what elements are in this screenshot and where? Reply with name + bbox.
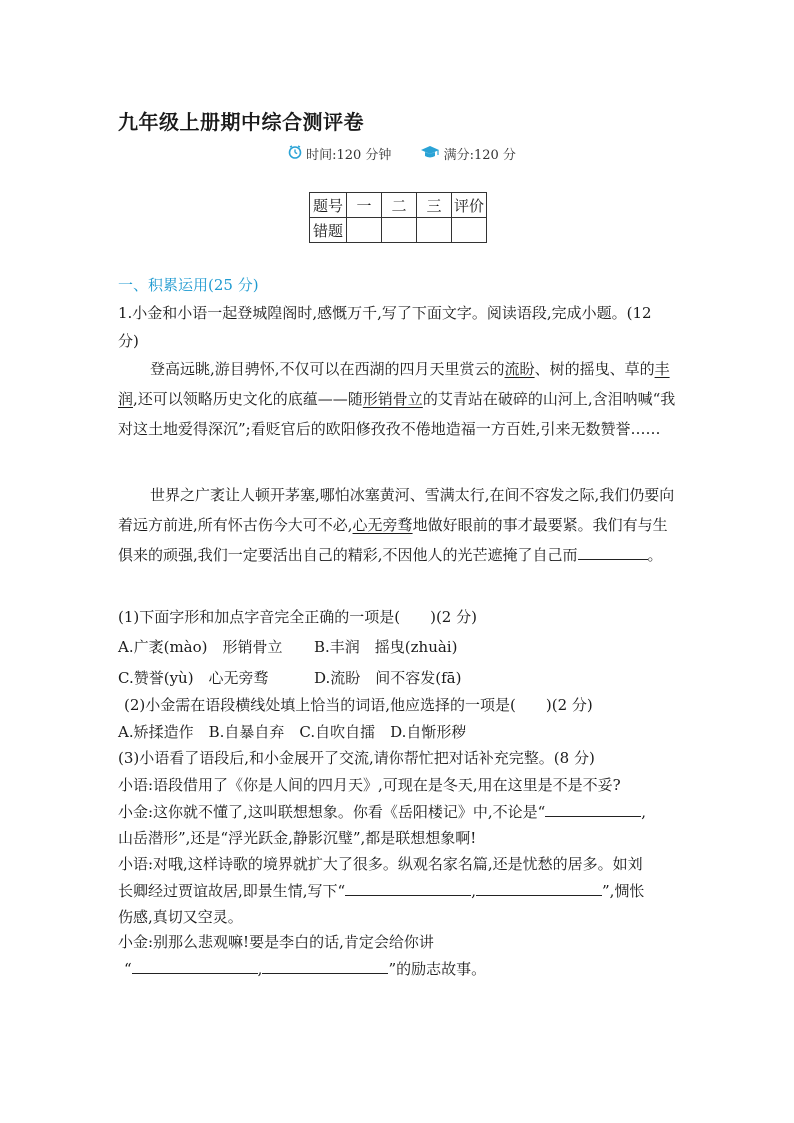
- answer-blank[interactable]: [262, 958, 388, 974]
- table-cell-empty[interactable]: [382, 218, 417, 243]
- answer-blank[interactable]: [345, 880, 471, 896]
- table-cell: 错题: [310, 218, 347, 243]
- table-row: [310, 218, 487, 243]
- answer-blank[interactable]: [578, 544, 648, 560]
- passage-paragraph-2: 世界之广袤让人顿开茅塞,哪怕冰塞黄河、雪满太行,在间不容发之际,我们仍要向着远方前进,所有怀古伤今大可不必,心无旁骛地做好眼前的事才最要紧。我们有与生俱来的顽强,我们一定要活出自己的精彩,不因他人的光芒遮掩了自己而 。: [118, 486, 675, 564]
- table-cell: 一: [347, 193, 382, 218]
- dialogue-line: 小语:语段借用了《你是人间的四月天》,可现在是冬天,用在这里是不是不妥?: [118, 776, 621, 794]
- dialogue-line: 小金:这你就不懂了,这叫联想想象。你看《岳阳楼记》中,不论是“ ,: [118, 803, 647, 821]
- answer-blank[interactable]: [545, 801, 641, 817]
- table-cell: 评价: [452, 193, 487, 218]
- graduation-cap-icon: [420, 145, 440, 163]
- exam-time: 时间:120 分钟: [306, 148, 392, 163]
- answer-blank[interactable]: [132, 958, 258, 974]
- table-cell-empty[interactable]: [452, 218, 487, 243]
- table-cell: 三: [417, 193, 452, 218]
- dialogue-line: 山岳潜形”,还是“浮光跃金,静影沉璧”,都是联想想象啊!: [118, 829, 477, 847]
- section-heading: 一、积累运用(25 分): [118, 276, 259, 294]
- dialogue-line: 小语:对哦,这样诗歌的境界就扩大了很多。纵观名家名篇,还是忧愁的居多。如刘: [118, 855, 643, 873]
- score-table: [309, 192, 487, 243]
- sub-question-3: (3)小语看了语段后,和小金展开了交流,请你帮忙把对话补充完整。(8 分): [118, 749, 595, 767]
- option-d[interactable]: D.流盼 间不容发(fā): [314, 669, 462, 687]
- option-b[interactable]: B.丰润 摇曳(zhuài): [314, 638, 458, 656]
- dialogue-line: 小金:别那么悲观嘛!要是李白的话,肯定会给你讲: [118, 933, 434, 951]
- option-c[interactable]: C.赞誉(yù) 心无旁骛: [118, 669, 269, 687]
- sub-question-1: (1)下面字形和加点字音完全正确的一项是( )(2 分): [118, 608, 477, 626]
- dialogue-line: 伤感,真切又空灵。: [118, 908, 243, 926]
- option-a[interactable]: A.广袤(mào) 形销骨立: [118, 638, 283, 656]
- dialogue-line: 长卿经过贾谊故居,即景生情,写下“ , ”,惆怅: [118, 882, 645, 900]
- table-cell: 二: [382, 193, 417, 218]
- passage-paragraph-1: 登高远眺,游目骋怀,不仅可以在西湖的四月天里赏云的流盼、树的摇曳、草的丰润,还可以领略历史文化的底蕴——随形销骨立的艾青站在破碎的山河上,含泪呐喊“我对这土地爱得深沉”;看贬官后的欧阳修孜孜不倦地造福一方百姓,引来无数赞誉……: [118, 360, 676, 438]
- question-stem: 1.小金和小语一起登城隍阁时,感慨万千,写了下面文字。阅读语段,完成小题。(12: [118, 304, 652, 322]
- table-cell-empty[interactable]: [417, 218, 452, 243]
- answer-blank[interactable]: [476, 880, 602, 896]
- question-stem-cont: 分): [118, 332, 139, 350]
- exam-full-score: 满分:120 分: [443, 148, 516, 163]
- exam-meta: [0, 144, 794, 163]
- dialogue-line: “ , ”的励志故事。: [124, 960, 487, 978]
- clock-icon: [288, 145, 302, 163]
- table-cell-empty[interactable]: [347, 218, 382, 243]
- sub-question-2-options[interactable]: A.矫揉造作 B.自暴自弃 C.自吹自擂 D.自惭形秽: [118, 723, 467, 741]
- table-row: [310, 193, 487, 218]
- table-cell: 题号: [310, 193, 347, 218]
- page-title: 九年级上册期中综合测评卷: [118, 110, 364, 134]
- sub-question-2: (2)小金需在语段横线处填上恰当的词语,他应选择的一项是( )(2 分): [124, 696, 593, 714]
